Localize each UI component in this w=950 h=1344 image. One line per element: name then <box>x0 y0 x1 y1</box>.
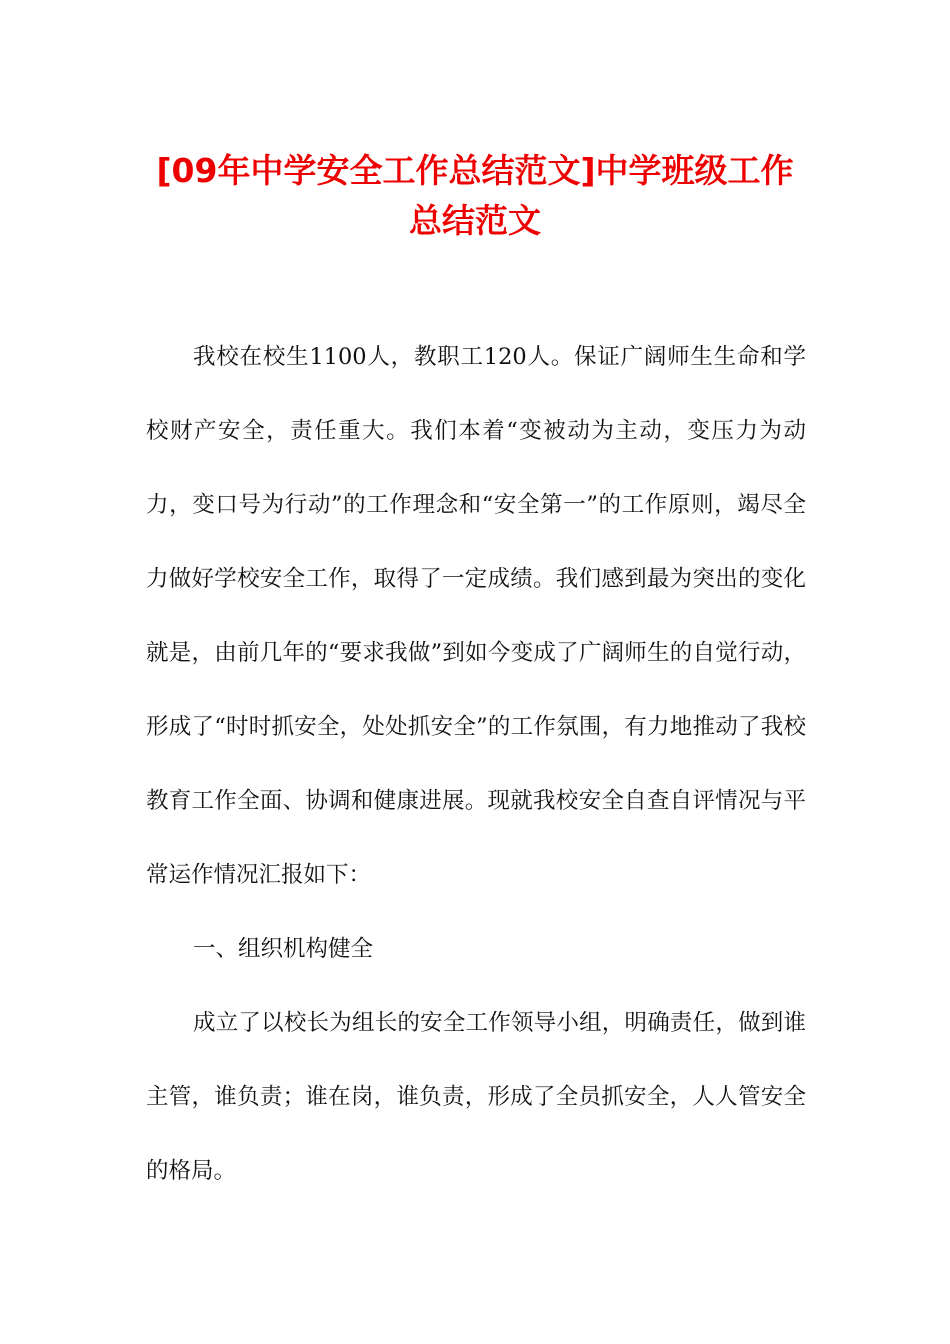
title-line-2: 总结范文 <box>409 201 541 240</box>
title-line-1: [09年中学安全工作总结范文]中学班级工作 <box>156 151 794 190</box>
section-heading-organization: 一、组织机构健全 <box>193 936 374 962</box>
paragraph-organization: 成立了以校长为组长的安全工作领导小组，明确责任，做到谁主管，谁负责；谁在岗，谁负责，形成了全员抓安全，人人管安全的格局。 <box>146 1010 806 1184</box>
paragraph-intro: 我校在校生1100人，教职工120人。保证广阔师生生命和学校财产安全，责任重大。我们本着“变被动为主动，变压力为动力，变口号为行动”的工作理念和“安全第一”的工作原则，竭尽全力做好学校安全工作，取得了一定成绩。我们感到最为突出的变化就是，由前几年的“要求我做”到如今变成了广阔师生的自觉行动，形成了“时时抓安全，处处抓安全”的工作氛围，有力地推动了我校教育工作全面、协调和健康进展。现就我校安全自查自评情况与平常运作情况汇报如下： <box>146 344 806 888</box>
document-body <box>146 320 806 1208</box>
document-title <box>100 146 850 246</box>
